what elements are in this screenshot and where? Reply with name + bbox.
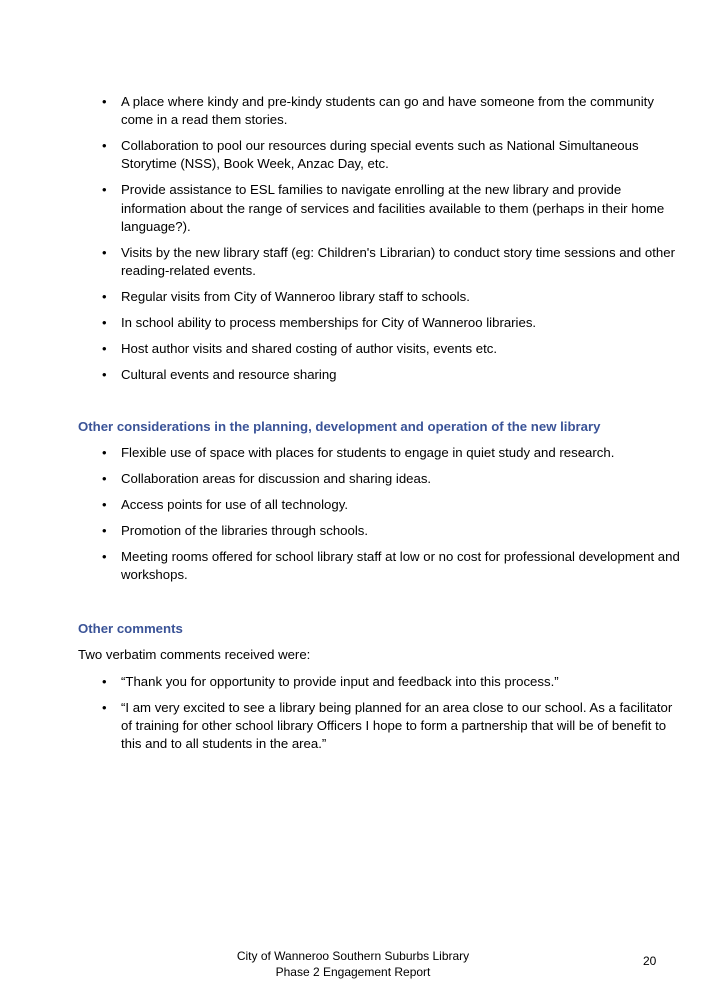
- footer-subtitle: Phase 2 Engagement Report: [275, 964, 431, 979]
- section-heading-other-considerations: Other considerations in the planning, development and operation of the new library: [78, 419, 601, 434]
- list-item: • Meeting rooms offered for school library staff at low or no cost for professional development and workshops.: [78, 548, 681, 584]
- page-footer: [0, 949, 706, 980]
- list-item: • “Thank you for opportunity to provide input and feedback into this process.”: [78, 673, 681, 691]
- list-item: • Access points for use of all technology.: [78, 496, 681, 514]
- comments-intro: Two verbatim comments received were:: [78, 647, 311, 662]
- list-item: • Collaboration to pool our resources during special events such as National Simultaneous Storytime (NSS), Book Week, Anzac Day, etc.: [78, 137, 681, 173]
- list-item: • Flexible use of space with places for students to engage in quiet study and research.: [78, 444, 681, 462]
- bullet-list-other-considerations: [78, 444, 681, 592]
- section-heading-other-comments: Other comments: [78, 621, 183, 636]
- page-number: 20: [643, 954, 657, 968]
- list-item: • Regular visits from City of Wanneroo library staff to schools.: [78, 288, 681, 306]
- list-item: • Cultural events and resource sharing: [78, 366, 681, 384]
- list-item: • Visits by the new library staff (eg: Children's Librarian) to conduct story time sessions and other reading-related events.: [78, 244, 681, 280]
- list-item: • Host author visits and shared costing of author visits, events etc.: [78, 340, 681, 358]
- list-item: • Collaboration areas for discussion and sharing ideas.: [78, 470, 681, 488]
- list-item: • “I am very excited to see a library being planned for an area close to our school. As a facilitator of training for other school library Officers I hope to form a partnership that will be of benefit to this and to all students in the area.”: [78, 699, 681, 754]
- list-item: • Provide assistance to ESL families to navigate enrolling at the new library and provide information about the range of services and facilities available to them (perhaps in their home language?).: [78, 181, 681, 236]
- footer-title: City of Wanneroo Southern Suburbs Library: [236, 949, 470, 963]
- list-item: • Promotion of the libraries through schools.: [78, 522, 681, 540]
- list-item: • In school ability to process memberships for City of Wanneroo libraries.: [78, 314, 681, 332]
- bullet-list-verbatim-comments: [78, 673, 681, 761]
- bullet-list-school-partnerships: [78, 93, 681, 392]
- list-item: • A place where kindy and pre-kindy students can go and have someone from the community come in a read them stories.: [78, 93, 681, 129]
